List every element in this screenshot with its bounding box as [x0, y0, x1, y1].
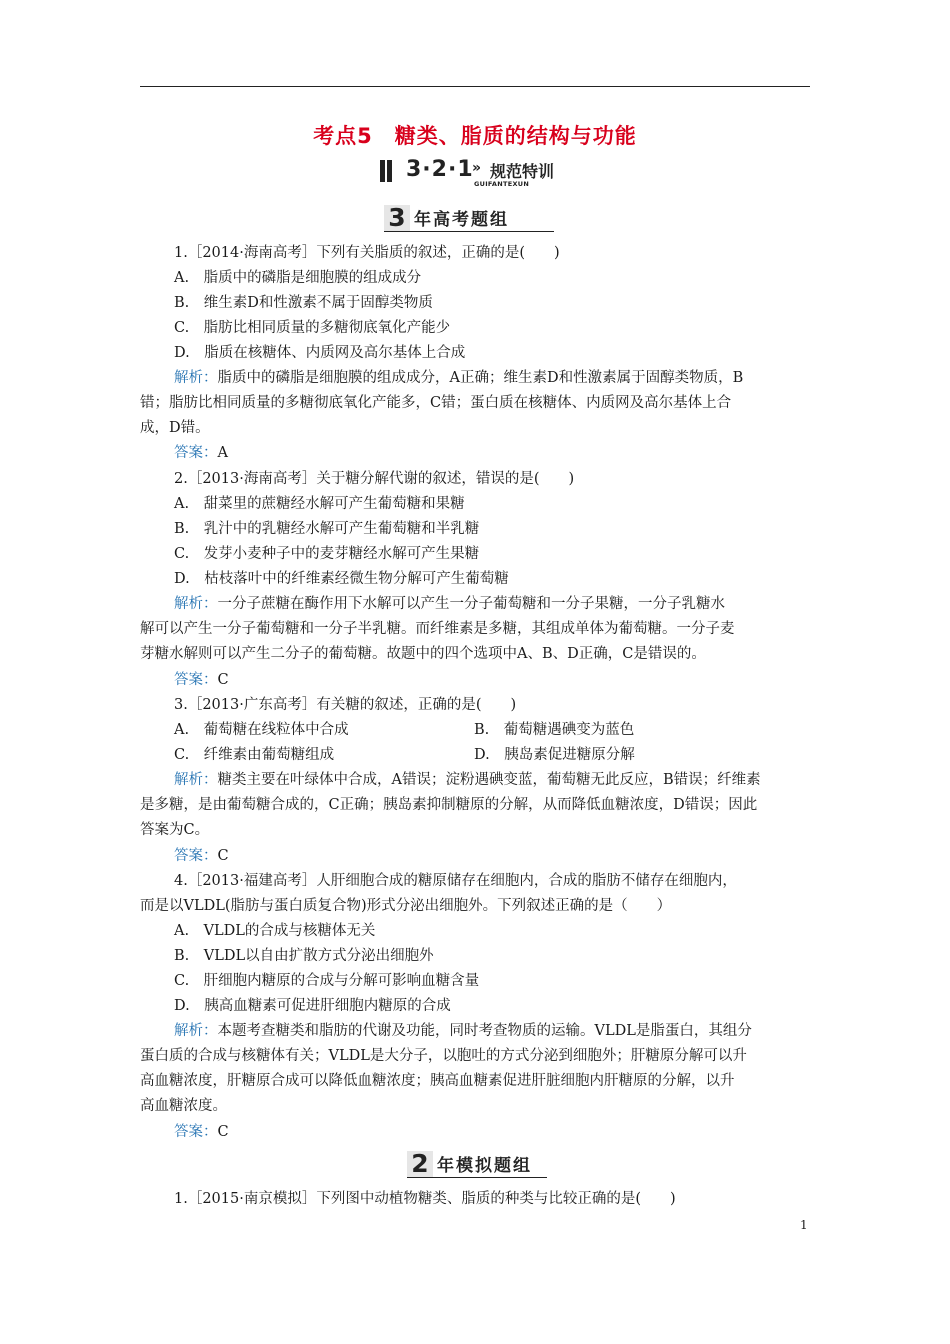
section-header-moni: [407, 1149, 547, 1178]
q1-analysis: 解析：脂质中的磷脂是细胞膜的组成成分，A正确；维生素D和性激素属于固醇类物质，B: [174, 370, 744, 386]
q2-analysis-line: 芽糖水解则可以产生二分子的葡萄糖。故题中的四个选项中A、B、D正确，C是错误的。: [140, 646, 706, 662]
section-digit: 3: [384, 205, 410, 231]
q1-option-b: B. 维生素D和性激素不属于固醇类物质: [174, 295, 433, 311]
q3-analysis-line: 答案为C。: [140, 822, 210, 838]
q3-option-b: B. 葡萄糖遇碘变为蓝色: [474, 722, 635, 738]
q4-option-d: D. 胰高血糖素可促进肝细胞内糖原的合成: [174, 998, 451, 1014]
q3-option-a: A. 葡萄糖在线粒体中合成: [174, 722, 349, 738]
q2-answer: 答案：C: [174, 672, 229, 688]
q2-stem: 2.［2013·海南高考］关于糖分解代谢的叙述，错误的是( ): [174, 471, 575, 487]
q4-analysis: 解析：本题考查糖类和脂肪的代谢及功能，同时考查物质的运输。VLDL是脂蛋白，其组分: [174, 1023, 752, 1039]
q1-answer: 答案：A: [174, 445, 228, 461]
q3-analysis: 解析：糖类主要在叶绿体中合成，A错误；淀粉遇碘变蓝，葡萄糖无此反应，B错误；纤维素: [174, 772, 761, 788]
q3-analysis-line: 是多糖，是由葡萄糖合成的，C正确；胰岛素抑制糖原的分解，从而降低血糖浓度，D错误；因此: [140, 797, 758, 813]
page-number: 1: [800, 1218, 808, 1232]
logo-bars-icon: [380, 160, 394, 182]
q2-option-a: A. 甜菜里的蔗糖经水解可产生葡萄糖和果糖: [174, 496, 465, 512]
q1-analysis-line: 错；脂肪比相同质量的多糖彻底氧化产能多，C错；蛋白质在核糖体、内质网及高尔基体上合: [140, 395, 732, 411]
q1-stem: 1.［2014·海南高考］下列有关脂质的叙述，正确的是( ): [174, 245, 560, 261]
q2-option-b: B. 乳汁中的乳糖经水解可产生葡萄糖和半乳糖: [174, 521, 480, 537]
logo-text: 规范特训: [490, 162, 555, 181]
m1-stem: 1.［2015·南京模拟］下列图中动植物糖类、脂质的种类与比较正确的是( ): [174, 1191, 676, 1207]
q4-option-b: B. VLDL以自由扩散方式分泌出细胞外: [174, 948, 434, 964]
top-rule: [140, 86, 810, 87]
q4-option-c: C. 肝细胞内糖原的合成与分解可影响血糖含量: [174, 973, 480, 989]
q1-option-a: A. 脂质中的磷脂是细胞膜的组成成分: [174, 270, 422, 286]
q4-analysis-line: 高血糖浓度，肝糖原合成可以降低血糖浓度；胰高血糖素促进肝脏细胞内肝糖原的分解，以升: [140, 1073, 735, 1089]
q4-stem-line: 而是以VLDL(脂肪与蛋白质复合物)形式分泌出细胞外。下列叙述正确的是（ ）: [140, 898, 672, 914]
q1-option-c: C. 脂肪比相同质量的多糖彻底氧化产能少: [174, 320, 451, 336]
guifan-logo: [380, 156, 570, 190]
section-label: 年高考题组: [414, 210, 509, 230]
section-digit: 2: [407, 1151, 433, 1177]
q4-answer: 答案：C: [174, 1124, 229, 1140]
logo-arrows: »: [472, 160, 482, 176]
q4-option-a: A. VLDL的合成与核糖体无关: [174, 923, 376, 939]
section-label: 年模拟题组: [437, 1156, 532, 1176]
q2-option-d: D. 枯枝落叶中的纤维素经微生物分解可产生葡萄糖: [174, 571, 509, 587]
q3-option-c: C. 纤维素由葡萄糖组成: [174, 747, 335, 763]
q4-analysis-line: 高血糖浓度。: [140, 1098, 227, 1114]
q2-analysis-line: 解可以产生一分子葡萄糖和一分子半乳糖。而纤维素是多糖，其组成单体为葡萄糖。一分子麦: [140, 621, 735, 637]
q3-answer: 答案：C: [174, 848, 229, 864]
q3-stem: 3.［2013·广东高考］有关糖的叙述，正确的是( ): [174, 697, 517, 713]
q4-stem: 4.［2013·福建高考］人肝细胞合成的糖原储存在细胞内，合成的脂肪不储存在细胞内，: [174, 873, 737, 889]
logo-numbers: 3·2·1: [406, 157, 474, 182]
section-header-gaokao: [384, 203, 554, 232]
q2-option-c: C. 发芽小麦种子中的麦芽糖经水解可产生果糖: [174, 546, 480, 562]
page-title: 考点5 糖类、脂质的结构与功能: [313, 124, 637, 148]
logo-pinyin: GUIFANTEXUN: [474, 180, 530, 188]
q1-analysis-line: 成，D错。: [140, 420, 210, 436]
q4-analysis-line: 蛋白质的合成与核糖体有关；VLDL是大分子，以胞吐的方式分泌到细胞外；肝糖原分解可以升: [140, 1048, 747, 1064]
q3-option-d: D. 胰岛素促进糖原分解: [474, 747, 635, 763]
q2-analysis: 解析：一分子蔗糖在酶作用下水解可以产生一分子葡萄糖和一分子果糖，一分子乳糖水: [174, 596, 725, 612]
q1-option-d: D. 脂质在核糖体、内质网及高尔基体上合成: [174, 345, 466, 361]
